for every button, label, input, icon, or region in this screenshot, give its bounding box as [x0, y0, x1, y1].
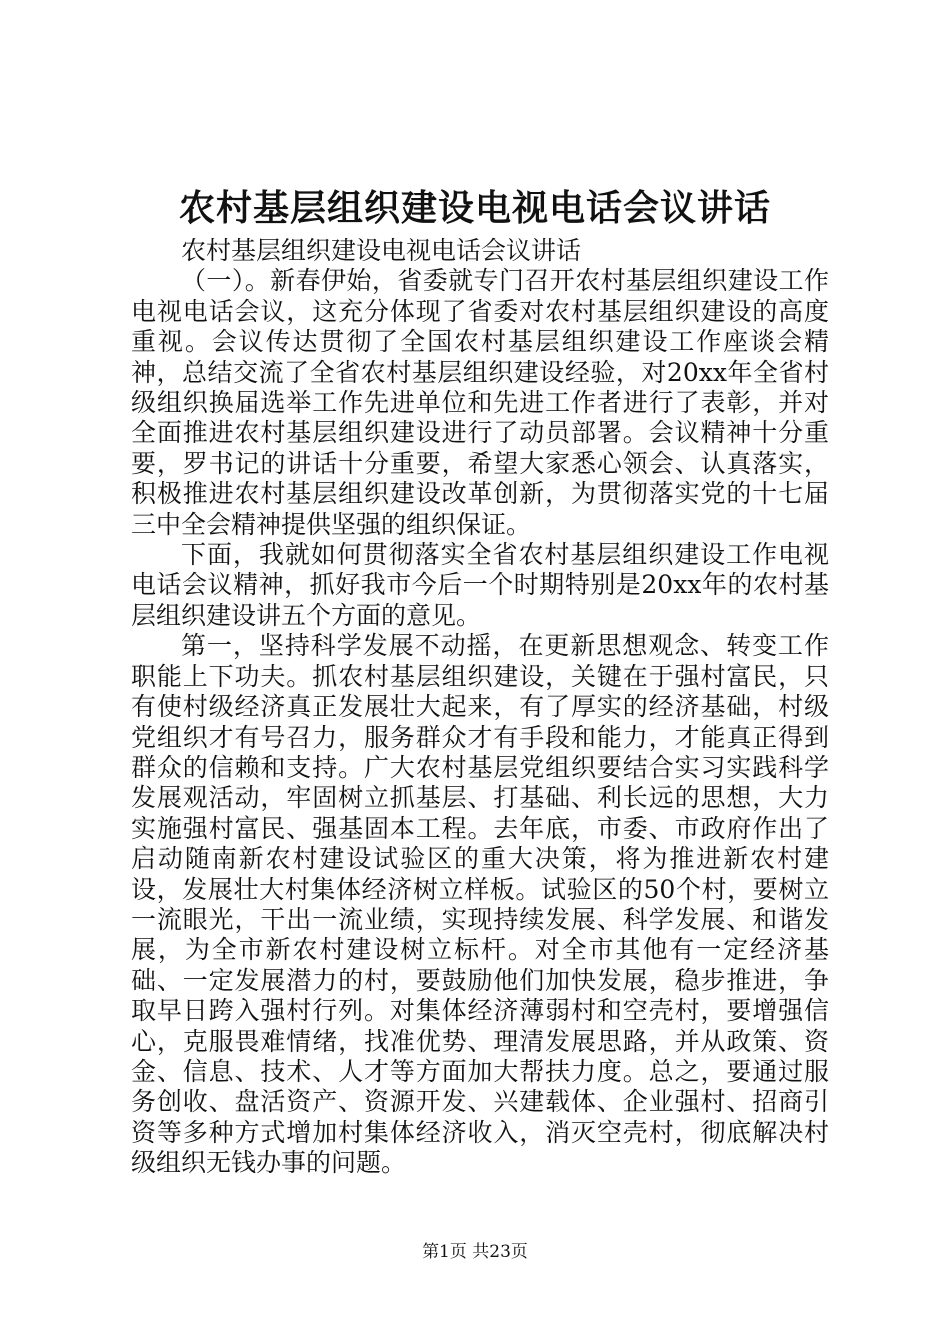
page-number-footer: 第1页 共23页 [422, 1242, 528, 1262]
paragraph-overview: 下面，我就如何贯彻落实全省农村基层组织建设工作电视电话会议精神，抓好我市今后一个时期特别是20xx年的农村基层组织建设讲五个方面的意见。 [131, 540, 829, 630]
paragraph-intro: （一）。新春伊始，省委就专门召开农村基层组织建设工作电视电话会议，这充分体现了省委对农村基层组织建设的高度重视。会议传达贯彻了全国农村基层组织建设工作座谈会精神，总结交流了全省农村基层组织建设经验，对20xx年全省村级组织换届选举工作先进单位和先进工作者进行了表彰，并对全面推进农村基层组织建设进行了动员部署。会议精神十分重要，罗书记的讲话十分重要，希望大家悉心领会、认真落实，积极推进农村基层组织建设改革创新，为贯彻落实党的十七届三中全会精神提供坚强的组织保证。 [131, 266, 829, 539]
document-body [131, 236, 829, 1179]
document-title: 农村基层组织建设电视电话会议讲话 [178, 187, 771, 229]
paragraph-point-one: 第一，坚持科学发展不动摇，在更新思想观念、转变工作职能上下功夫。抓农村基层组织建设，关键在于强村富民，只有使村级经济真正发展壮大起来，有了厚实的经济基础，村级党组织才有号召力，服务群众才有手段和能力，才能真正得到群众的信赖和支持。广大农村基层党组织要结合实习实践科学发展观活动，牢固树立抓基层、打基础、利长远的思想，大力实施强村富民、强基固本工程。去年底，市委、市政府作出了启动随南新农村建设试验区的重大决策，将为推进新农村建设，发展壮大村集体经济树立样板。试验区的50个村，要树立一流眼光，干出一流业绩，实现持续发展、科学发展、和谐发展，为全市新农村建设树立标杆。对全市其他有一定经济基础、一定发展潜力的村，要鼓励他们加快发展，稳步推进，争取早日跨入强村行列。对集体经济薄弱村和空壳村，要增强信心，克服畏难情绪，找准优势、理清发展思路，并从政策、资金、信息、技术、人才等方面加大帮扶力度。总之，要通过服务创收、盘活资产、资源开发、兴建载体、企业强村、招商引资等多种方式增加村集体经济收入，消灭空壳村，彻底解决村级组织无钱办事的问题。 [131, 631, 829, 1178]
paragraph-subtitle: 农村基层组织建设电视电话会议讲话 [181, 236, 582, 265]
